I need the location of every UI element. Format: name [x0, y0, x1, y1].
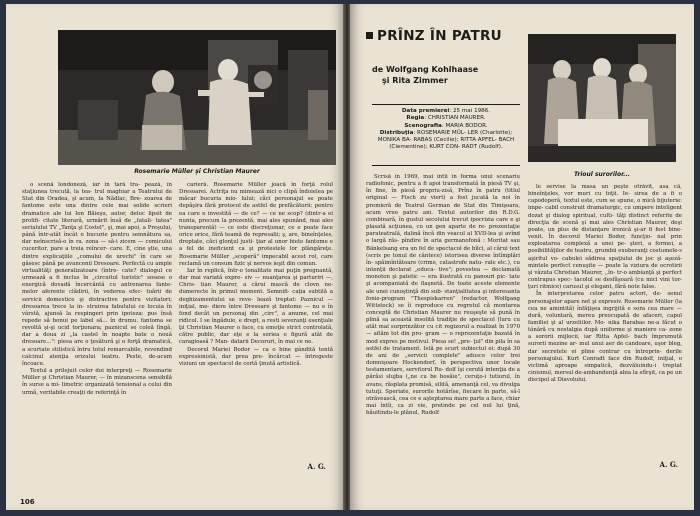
production-credits — [372, 104, 520, 152]
paragraph: Decorul Mariei Bodor — ca o bine gândită tentă expresionistă, dar prea pre- încărcat — întregeste viziuni un spectacol de certă ţinută artistică. — [179, 346, 333, 367]
paragraph: le servise la masa un peşte otrăvit, asa că, bineînţeles, vor muri cu toţii. Ie- sirea de a fi o capodoperă, textul este, cum se spune, o mică bijuterie: impe- cabil construit dramaturgic, cu umpere inteligent dozat şi dialog spiritual, culti- tăţi distinct referite de direcţia de scenă şi mai ales Christian Maurer, deşi poate, un plus de distanţare ironică şi-ar fi fost bine- venit. În decorul Mariei Bodor, funcţio- nal prin exploatarea complexă a unei pe- şteri, a formei, a posibilităţilor de teatru, grumbii exuberanţi costumele-s aşiritul vo- cabulei sădirea spaţiului de joc şi aşeză- mintele perfect cenuşite — poate la viziura de ocrotirii şi vâzuta Christian Maurer, ,,în- tr-o ambianţă şi perfect contrapus spec- tacolul se desfăşoară (cu mici vini tor- ţuri ritmice) carusul şi elegant, fără note false. — [528, 184, 682, 291]
paragraph: o scenă londoneză, iar în tară tra- pează, în staţiunea trecută, la tea- trul maghiar a Teatrului de Stat din Oradea, şi acum, la Nădlac, Bre- zoarea de fantome este una dintre cele mai solide scrieri dramatice ale lui Ion Băieşu, autor, deloc lipsit de prolifi- citate literară, urmărit însă de „fatali- tatea" serialului TV „Tanţa şi Costel", şi, mai apoi, a Preşului, până într-atât încât o bucurie pentru semnătura sa, dar neînscrisă-o în ra. zona — să-i zicem — comicului cuceritor, pare a treia reîncer- care. E, cine ştie, una dintre explicaţiile „comului de urechi" în care se găsesc până pe avancenii Dresoare. Perfectă cu ample virtualităţi generalizatoare (între- cate? dialogul ce urmează a fi inclus în „circuitul turistic" sosese o energică dovadă încercântă cu antrenarea fante- melor aferente clădirii, în vederea efec- tuării de servicii domestice şi distractive pentru vizitatori; dresoarea trece la in- struirea fabulului ce locuia în vârstă, ajunsă la respingeri prin ipoteza: pus însă repede să bonui pe label să... în drumu. fantoma se revoltă şi-şi ucid torţionara; paznicul se coleă lîngă, dar a doua zi „la castel în noapte bate o nouă dresoare...": piesa are o ţesătură şi o forţă dramatică, a scurtate stilistică întru totul remarcabile, revendind calcinul atenţia orizului teatru. Peste, de-acum încoace. — [22, 182, 172, 367]
right-page — [350, 4, 694, 510]
paragraph: carieră. Rosemarie Müller joacă în forţă rolul Dresoarei. Actriţa nu mimează nici o clipă îndoielea pe măcar bucuria mio- lului; căci personajul se poate depăşira fără protocol de astfel de prefăcătorii: pentru ea care e investită — de ce? — ce ne scop? (dintr-a ei nunta, precum la prezentă, mai ales spunând, mai ales transparentă) — ce este discreţionar, ce e poate face orice orice, fără teamă de represalii; ş, are, bineînţeles, dreptate, căci glonţul justi- ţiar al unor biete fantome e a fel de ineficient ca şi protestele lor plângăreţe. Rosemarie Müller „scoperă" impecabil acest rol, care reclamă un consum fizic şi nervos ieşit din comun. — [179, 182, 333, 267]
article-column-2 — [528, 184, 682, 460]
title-text: PRÎNZ ÎN PATRU — [377, 28, 502, 44]
authors-line-2: şi Rita Zimmer — [382, 76, 448, 85]
credit-scenography: Scenografia: MARIA BODOR. — [404, 122, 488, 129]
article-column-1 — [366, 174, 520, 500]
author-signature: A. G. — [659, 460, 678, 469]
stage-photo-illustration — [58, 30, 336, 165]
page-number: 106 — [20, 498, 35, 506]
photo-caption: Rosemarie Müller şi Christian Maurer — [134, 168, 260, 175]
paragraph: Scrisă în 1969, mai întîi în forma unui scenariu radiofonic, pentru a fi apoi transformată în piesă TV şi, în fine, în piesă propriu-zisă, Prînz în patru (titlul original — Fisch zu viert) a fost jucată la noi în premieră de Teatrul German de Stat din Timişoara, acum vreo patru ani. Textul autorilor din R.D.G. combinară, în gustul secolului trecut ipocrizia care e şi plasată acţiunea, cu un gen aparte de re- prezentaţie parateatrală, dalină încă din veacul al XVII-lea şi avînd o largă răs- pîndire în aria germanofonă : Moritat sau Bänkelsang era un fel de spectacol de bîlci, al cărui text (scris pe tonul de cântece) istorisea diverse întîmplări în- spăimîntătoare (crime, catastrofe natu- rale etc.), cu intenţii declarat „educa- tive"; povestea — declamată monoton şi patetic — era ilustrată cu panouri pic- tate şi acompaniată de flaşnetă. De toate aceste elemente ale unei cunoştinţă din sub- stanţialitatea şi interesanta fonie-program "Thespiskarren" (redactor, Wolfgang Wittstock) se îi reproduce cu regretul că montarea conceptă de Christian Maurer nu reuşeşte să pună în plină sa această insolită tradiţie de spectacol (luru cu atât mai surprinzător cu cit regizorul a realizat în 1970 — aflăm tot din pro- gram — o reprezentaţie bazată în mod expres pe motivul. Piesa se! „pre- ţul" din pila în sa astfel de tratament. Istă pe scurt subiectul ei: după 30 de ani de „servicii complete" adusce celor trei domnişoare Heckendorf, în perspectiva unor locale testamentare, servitorul Ru- dolf îşi cerută intenţia de a părăsi slujba („ne cu be bosăie", ceruţo-i tutiorul, în avans, răsplata promisă, silită, amenanţă cel, va divulga tutuţi. Speriate, surorile hotărîse, fiecare în parte, să-l otrăvească, cea ce e aşteptarea mare parte a face, chiar mai întîi, ca zi vie, pretinde pe cel nul lui ţină, băuitindu-le plănul, Rudolf — [366, 174, 520, 417]
stage-photo-right — [528, 34, 676, 162]
article-column-2 — [179, 182, 333, 460]
left-page — [6, 4, 344, 510]
article-title — [366, 28, 514, 44]
credit-director: Regia: CHRISTIAN MAURER. — [406, 115, 486, 122]
credits-bottom-rule — [372, 165, 520, 166]
trio-photo-illustration — [528, 34, 676, 162]
article-column-1 — [22, 182, 172, 488]
paragraph: Iar în replică, într-o tonalitate mai puţin pregnantă, dar mai variată expre- siv — nuanţarea şi parturiri —, Chris- tian Maurer, a cărui mască de clovn ne- dumerecte în primul moment. Semnifi- caţia subtilă a deghizamentului se reve- lează treptat: Paznicul — iniţial, me- diere între Dresoare şi fantome — nu e în fond decât un personaj din „circ", a anume, cel mai ridicol. I se îngăduie, e drept, a resti severanţi esenţiale ţii Christian Maurer o face, cu emoţie strict controlată, către public, dar eţe e la seriea o figură atât de caragioasă ? Man- datarii Decoruri, în mai ce ne. — [179, 267, 333, 346]
article-authors — [372, 64, 512, 86]
stage-photo-left — [58, 30, 336, 165]
credit-cast: Distribuţia: ROSEMARIE MÜL- LER (Charlotte); MONIKA BA- RABAS (Cecilie); RITTA APFEL- BACH (Clementine); KURT CON- RADT (Rudolf). — [377, 129, 515, 151]
paragraph: În interpretarea celor patru actori, de- senul personajelor apare net şi expresiv. Rosemarie Müller (la cea ne amintită) înfăţişea ingrijită e sora cea mare — dură, voluntară, mereu preocupată de afaceri, capul familiei şi al urzeliilor. Mo- nika Barabas ne-a făcut o tânără cu nostalgia după uniforme şi maniere ca- zone a sororii mijlocii, iar Ritta Apfel- bach împrumută surorii mezine ar- mul unui aer de candoare, uşor bleg, dar secretele ei pline contrar cu întreprin- derile personajului. Kurt Conradt face din Rudolf, iniţial, o victimă aproape simpatică, dezvăluindu-i treptat cinismul, mersul de-ambandunţă abia la sfîrşit, ca pe un discipol al Diavolului. — [528, 291, 682, 384]
authors-line-1: de Wolfgang Kohlhaase — [372, 65, 479, 74]
author-signature: A. G. — [307, 462, 326, 471]
photo-caption: Trioul surorilor... — [573, 171, 631, 178]
square-bullet-icon — [366, 32, 373, 39]
credit-premiere: Data premierei: 25 mai 1986. — [401, 108, 491, 114]
paragraph: Textul a prilejuit celor doi interpreţi — Rosemarie Müller şi Christian Maurer, — în mizanscena sensibilă în surse a mi- limetric organizată tensional a celui din urmă, veritabile creaţii de referinţă în — [22, 368, 172, 396]
